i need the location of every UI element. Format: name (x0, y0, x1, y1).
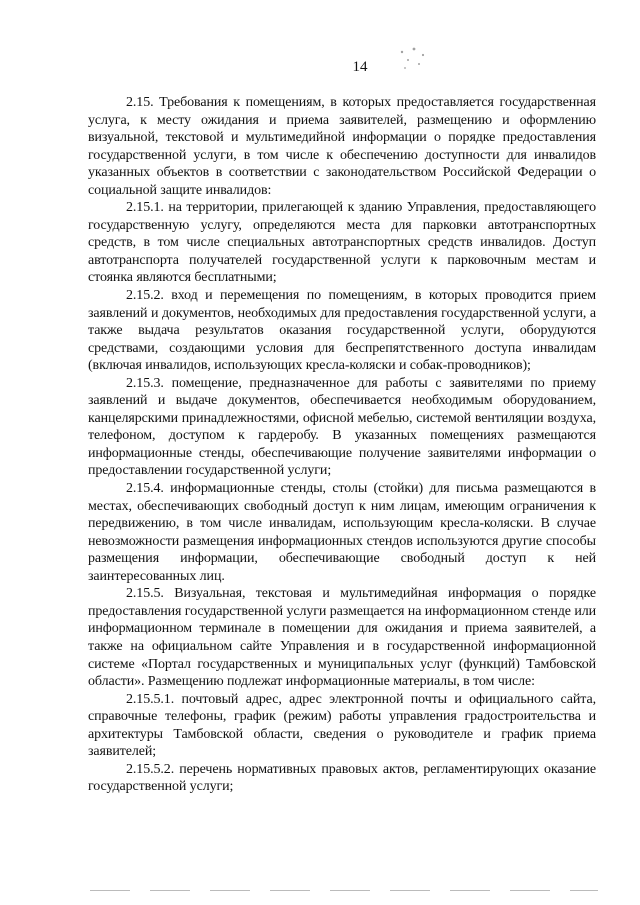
paragraph-2-15-5-2: 2.15.5.2. перечень нормативных правовых актов, регламентирующих оказание государственной услуги; (88, 761, 596, 795)
document-body (88, 94, 596, 796)
page-number: 14 (352, 59, 368, 75)
scan-noise-mark (392, 40, 432, 80)
paragraph-2-15-5-1: 2.15.5.1. почтовый адрес, адрес электронной почты и официального сайта, справочные телефоны, график (режим) работы управления градостроительства и архитектуры Тамбовской области, сведения о руководителе и график приема заявителей; (88, 691, 596, 760)
paragraph-2-15-1: 2.15.1. на территории, прилегающей к зданию Управления, предоставляющего государственную услугу, определяются места для парковки автотранспортных средств, в том числе специальных автотранспортных средств инвалидов. Доступ автотранспорта получателей государственной услуги к парковочным местам и стоянка являются бесплатными; (88, 200, 596, 286)
paragraph-2-15-2: 2.15.2. вход и перемещения по помещениям, в которых проводится прием заявлений и документов, необходимых для предоставления государственной услуги, а также выдача результатов оказания государственной услуги, оборудуются средствами, создающими условия для беспрепятственного доступа инвалидам (включая инвалидов, использующих кресла-коляски и собак-проводников); (88, 288, 596, 374)
paragraph-2-15-3: 2.15.3. помещение, предназначенное для работы с заявителями по приему заявлений и выдаче документов, обеспечивается необходимым оборудованием, канцелярскими принадлежностями, офисной мебелью, системой вентиляции воздуха, телефоном, доступом к гардеробу. В указанных помещениях размещаются информационные стенды, обеспечивающие получение заявителями информации о предоставлении государственной услуги; (88, 375, 596, 479)
paragraph-2-15: 2.15. Требования к помещениям, в которых предоставляется государственная услуга, к месту ожидания и приема заявителей, размещению и оформлению визуальной, текстовой и мультимедийной информации о порядке предоставления государственной услуги, в том числе к обеспечению доступности для инвалидов указанных объектов в соответствии с законодательством Российской Федерации о социальной защите инвалидов: (88, 95, 596, 198)
scan-edge-line (90, 890, 598, 891)
paragraph-2-15-5: 2.15.5. Визуальная, текстовая и мультимедийная информация о порядке предоставления государственной услуги размещается на информационном стенде или информационном терминале в помещении для ожидания и приема заявителей, а также на официальном сайте Управления и в государственной информационной системе «Портал государственных и муниципальных услуг (функций) Тамбовской области». Размещению подлежат информационные материалы, в том числе: (88, 586, 596, 690)
paragraph-2-15-4: 2.15.4. информационные стенды, столы (стойки) для письма размещаются в местах, обеспечивающих свободный доступ к ним лицам, имеющим ограничения к передвижению, в том числе инвалидам, использующим кресла-коляски. В случае невозможности размещения информационных стендов используются другие способы размещения информации, обеспечивающие свободный доступ к ней заинтересованных лиц. (88, 481, 596, 584)
